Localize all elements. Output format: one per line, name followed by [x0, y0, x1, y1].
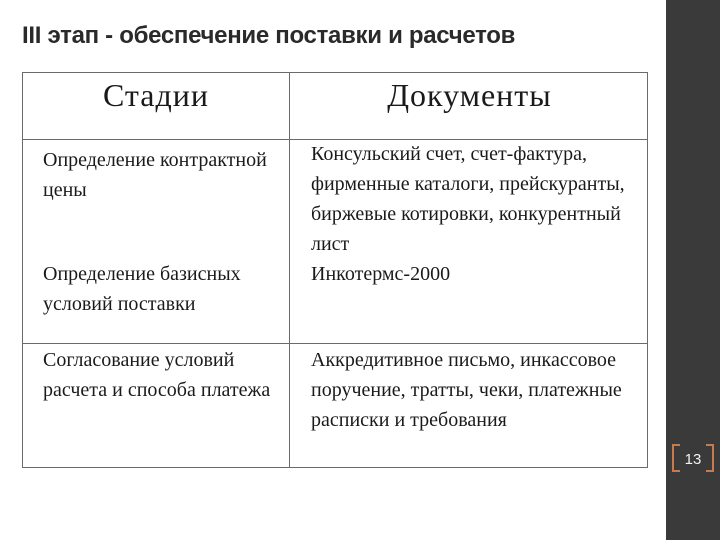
table-cell-documents: Аккредитивное письмо, инкассовое поручение, тратты, чеки, платежные расписки и требования — [311, 349, 622, 431]
page-number: 13 — [684, 450, 702, 468]
table-cell-stage: Определение контрактной цены — [43, 149, 267, 201]
header-stages: Стадии — [102, 77, 210, 113]
row-divider — [23, 343, 647, 344]
column-divider — [289, 73, 290, 467]
table-cell-stage: Согласование условий расчета и способа платежа — [43, 349, 271, 401]
table-cell-documents: Консульский счет, счет-фактура, фирменные каталоги, прейскуранты, биржевые котировки, конкурентный лист — [311, 143, 625, 255]
header-documents: Документы — [387, 77, 552, 113]
stages-documents-table — [22, 72, 648, 468]
table-cell-stage: Определение базисных условий поставки — [43, 263, 241, 315]
table-cell-documents: Инкотермс-2000 — [311, 263, 451, 285]
slide-title: III этап - обеспечение поставки и расчетов — [22, 22, 516, 49]
